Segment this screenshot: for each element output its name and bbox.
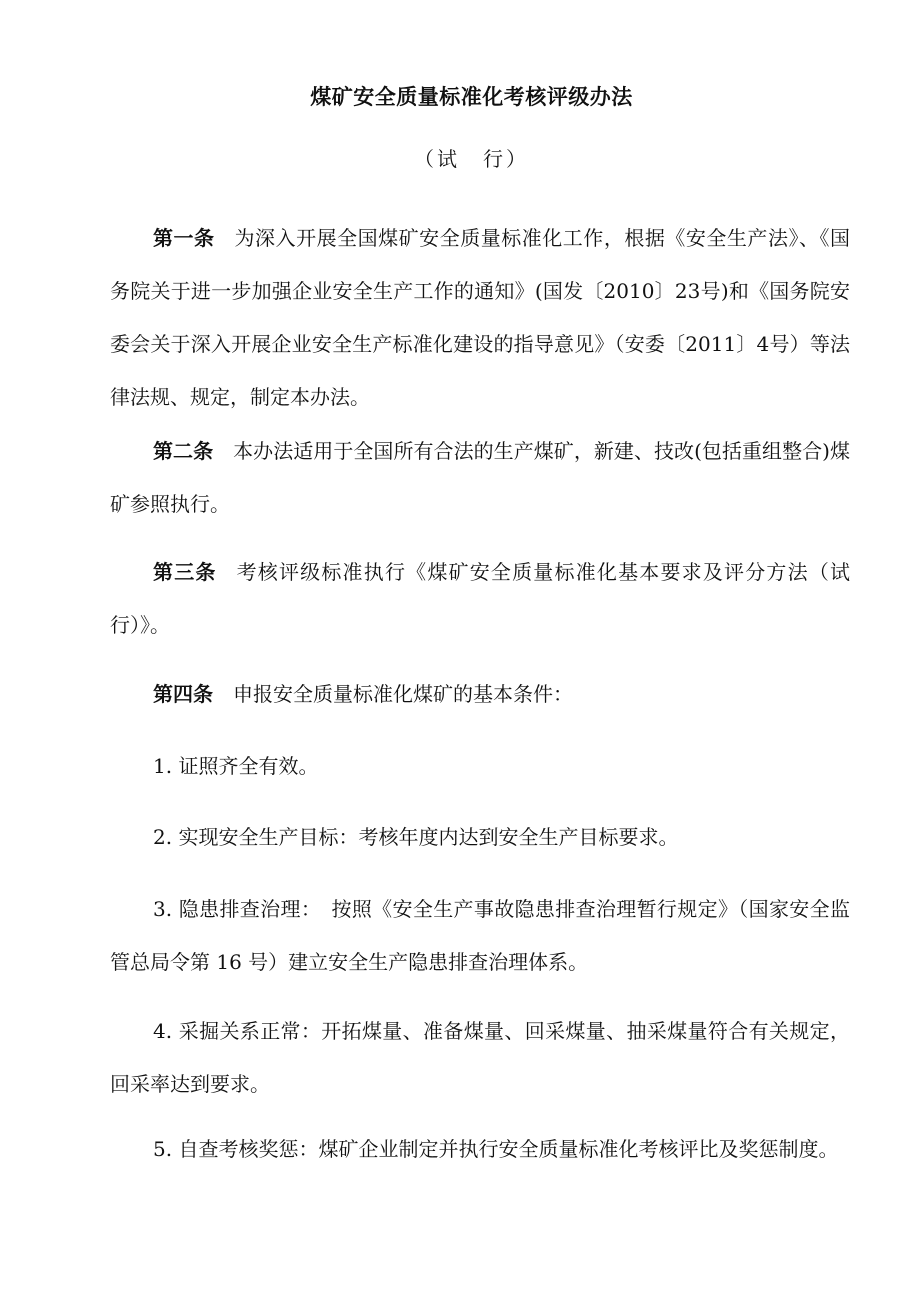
condition-item-5: 5. 自查考核奖惩：煤矿企业制定并执行安全质量标准化考核评比及奖惩制度。 [153, 1137, 839, 1161]
article-text: 为深入开展全国煤矿安全质量标准化工作，根据《安全生产法》、《国务院关于进一步加强企业安全生产工作的通知》(国发〔2010〕23号)和《国务院安委会关于深入开展企业安全生产标准化建设的指导意见》（安委〔2011〕4号）等法律法规、规定，制定本办法。 [110, 226, 851, 409]
article-text: 考核评级标准执行《煤矿安全质量标准化基本要求及评分方法（试行）》。 [110, 560, 851, 637]
article-4 [110, 668, 850, 721]
condition-item-4: 4. 采掘关系正常：开拓煤量、准备煤量、回采煤量、抽采煤量符合有关规定，回采率达到要求。 [110, 1019, 850, 1096]
document-title: 煤矿安全质量标准化考核评级办法 [310, 85, 633, 109]
article-text: 本办法适用于全国所有合法的生产煤矿，新建、技改(包括重组整合)煤矿参照执行。 [110, 439, 850, 516]
document-subtitle: （试 行） [414, 147, 529, 171]
article-label: 第三条 [153, 560, 217, 584]
article-1 [110, 212, 850, 424]
article-label: 第一条 [153, 226, 215, 250]
condition-item-2: 2. 实现安全生产目标：考核年度内达到安全生产目标要求。 [153, 825, 679, 849]
article-3 [110, 546, 850, 652]
condition-item-3: 3. 隐患排查治理： 按照《安全生产事故隐患排查治理暂行规定》（国家安全监管总局令第 16 号）建立安全生产隐患排查治理体系。 [110, 897, 850, 974]
article-label: 第四条 [153, 682, 213, 706]
condition-item-1: 1. 证照齐全有效。 [153, 754, 319, 778]
article-label: 第二条 [153, 439, 214, 463]
article-2 [110, 425, 850, 531]
article-text: 申报安全质量标准化煤矿的基本条件： [233, 682, 573, 706]
